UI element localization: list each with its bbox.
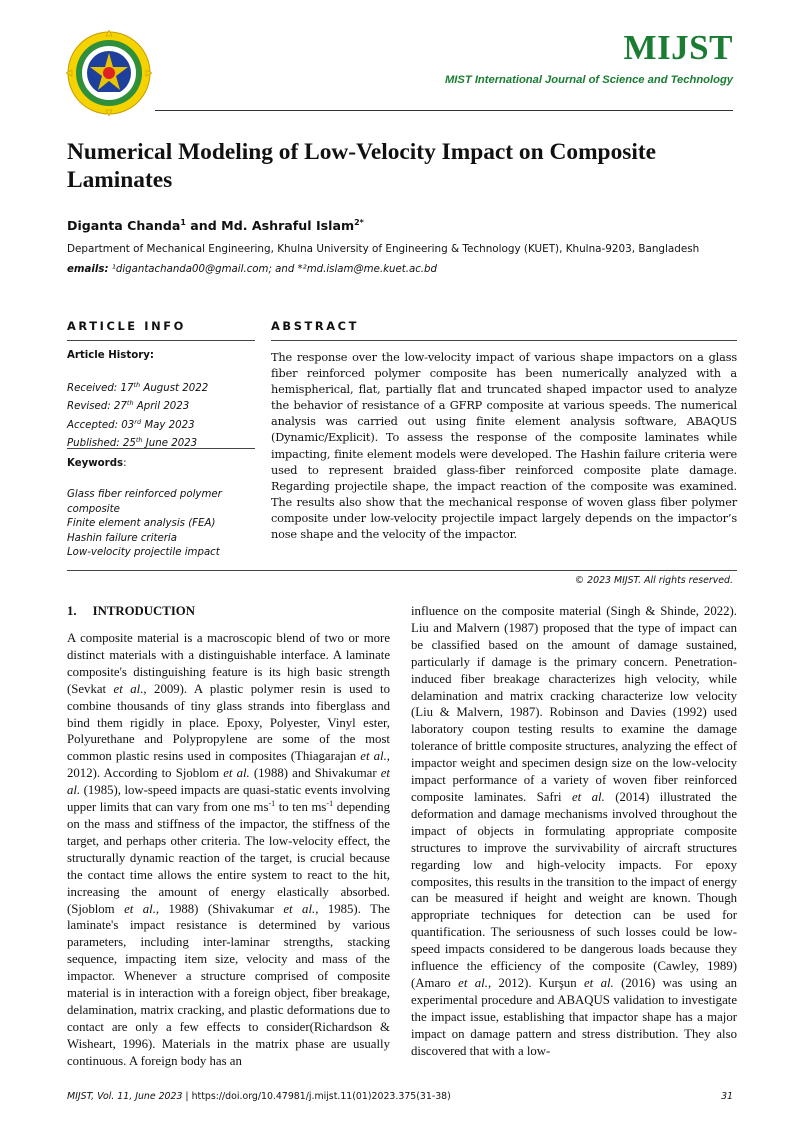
keyword-list	[67, 488, 257, 561]
keyword-item: Finite element analysis (FEA)	[67, 518, 216, 530]
front-matter-divider	[67, 570, 737, 571]
revised-date: Revised: 27th April 2023	[67, 399, 190, 413]
copyright-notice: © 2023 MIJST. All rights reserved.	[574, 575, 733, 586]
published-date: Published: 25th June 2023	[67, 435, 198, 449]
keyword-item: Low-velocity projectile impact	[67, 547, 220, 559]
page-number: 31	[721, 1091, 733, 1102]
keywords-heading: Keywords:	[67, 458, 127, 469]
keyword-item: Hashin failure criteria	[67, 532, 177, 544]
affiliation: Department of Mechanical Engineering, Khulna University of Engineering & Technology (KUET), Khulna-9203, Bangladesh	[67, 243, 700, 255]
university-logo	[66, 30, 152, 116]
emails-text: ¹digantachanda00@gmail.com; and *²md.islam@me.kuet.ac.bd	[108, 264, 437, 275]
header-divider	[155, 110, 733, 111]
author-name: Diganta Chanda	[67, 218, 181, 233]
journal-full-name: MIST International Journal of Science and Technology	[444, 74, 733, 86]
body-column-right: influence on the composite material (Singh & Shinde, 2022). Liu and Malvern (1987) proposed that the type of impact can be classified based on the amount of damage sustained, particularly if damage is the primary concern. Penetration-induced fiber breakage characterizes high velocity, while delamination and matrix cracking characterize low velocity (Liu & Malvern, 1987). Robinson and Davies (1992) used laboratory coupon testing results to examine the damage tolerance of brittle composite structures, analyzing the effect of impactor weight and specimen design size on the low-velocity impact performance of a variety of woven fiber reinforced composite laminates. Safri et al. (2014) illustrated the deformation and damage mechanisms involved throughout the impact of objects in formulating appropriate composite structures to improve the survivability of aircraft structures regarding low and high-velocity impacts. For epoxy composites, this results in the transition to the impact of energy can be measured if height and weight are known. Though appropriate techniques for detection can be used for quantification. The seriousness of such losses could be low-speed impacts considered to be dangerous loads because they influence the efficiency of the composite (Cawley, 1989) (Amaro et al., 2012). Kurşun et al. (2016) was using an experimental procedure and ABAQUS validation to investigate the impact issue, establishing that impactor shape has a major impact on damage pattern and stress distribution. They also discovered that with a low-	[411, 604, 738, 1058]
author-emails	[67, 264, 437, 275]
seal-icon	[66, 30, 152, 116]
body-column-left: A composite material is a macroscopic blend of two or more distinct materials with a distinguishable interface. A laminate composite's distinguishing feature is its high basic strength (Sevkat et al., 2009). A plastic polymer resin is used to combine thousands of tiny glass strands into fiberglass and bind them rigidly in place. Epoxy, Polyester, Vinyl ester, Polyurethane and Polypropylene are some of the most common plastic resins used in composites (Thiagarajan et al., 2012). According to Sjoblom et al. (1988) and Shivakumar et al. (1985), low-speed impacts are quasi-static events involving upper limits that can vary from one $ms^{-1}$ to ten $ms^{-1}$ depending on the mass and stiffness of the impactor, the stiffness of the target, and perhaps other criteria. The low-velocity effect, the structurally dynamic reaction of the target, is crucial because the contact time allows the entire system to react to the hit, increasing the amount of energy elastically absorbed. (Sjoblom et al., 1988) (Shivakumar et al., 1985). The laminate's impact resistance is determined by various parameters, including inter-laminar strengths, stacking sequence, impacting item size, velocity and mass of the impactor. Whenever a structure comprised of composite material is in interaction with a foreign object, fiber breakage, delamination, matrix cracking, and plastic deformations due to contact are only a few effects to consider(Richardson & Wisheart, 1996). Materials in the matrix phase are usually continuous. A foreign body has an	[67, 631, 390, 1068]
footer-citation: MIJST, Vol. 11, June 2023	[67, 1091, 183, 1102]
article-info-divider	[67, 340, 255, 341]
journal-short-name: MIJST	[623, 28, 733, 67]
history-heading: Article History:	[67, 350, 154, 361]
section-heading	[67, 604, 195, 619]
abstract-text: The response over the low-velocity impact of various shape impactors on a glass fiber reinforced polymer composite has been numerically analyzed with a hemispherical, flat, partially flat and truncated shaped impactor used to analyze the behavior of resistance of a GFRP composite at various speeds. The numerical analysis was carried out using finite element analysis software, ABAQUS (Dynamic/Explicit). To assess the response of the composite laminates while impacting, finite element models were developed. The Hashin failure criteria were used to represent braided glass-fiber reinforced composite plate damage. Regarding projectile shape, the impact reaction of the composite was examined. The results also show that the mechanical response of woven glass fiber polymer composite under low-velocity projectile impact largely depends on the impactor’s nose shape and the velocity of the impactor.	[271, 351, 737, 542]
article-info-heading: ARTICLE INFO	[67, 319, 186, 333]
author-conjunction: and	[185, 218, 222, 233]
keyword-item: Glass fiber reinforced polymer composite	[67, 489, 222, 515]
article-history	[67, 378, 208, 451]
paper-title: Numerical Modeling of Low-Velocity Impact on Composite Laminates	[67, 139, 657, 193]
page-footer: MIJST, Vol. 11, June 2023 | https://doi.org/10.47981/j.mijst.11(01)2023.375(31-38)	[67, 1091, 451, 1102]
section-number: 1.	[67, 604, 77, 618]
emails-label: emails:	[67, 264, 109, 275]
received-date: Received: 17th August 2022	[67, 381, 209, 394]
author-list	[67, 218, 364, 233]
doi-link[interactable]: https://doi.org/10.47981/j.mijst.11(01)2023.375(31-38)	[191, 1091, 451, 1102]
affiliation-marker: 2*	[354, 218, 364, 227]
section-title: INTRODUCTION	[92, 604, 195, 618]
abstract-divider	[271, 340, 737, 341]
keywords-divider	[67, 448, 255, 449]
author-name: Md. Ashraful Islam	[221, 218, 355, 233]
accepted-date: Accepted: 03rd May 2023	[67, 417, 195, 431]
abstract-heading: ABSTRACT	[271, 319, 359, 333]
affiliation-marker: 1	[180, 218, 186, 227]
